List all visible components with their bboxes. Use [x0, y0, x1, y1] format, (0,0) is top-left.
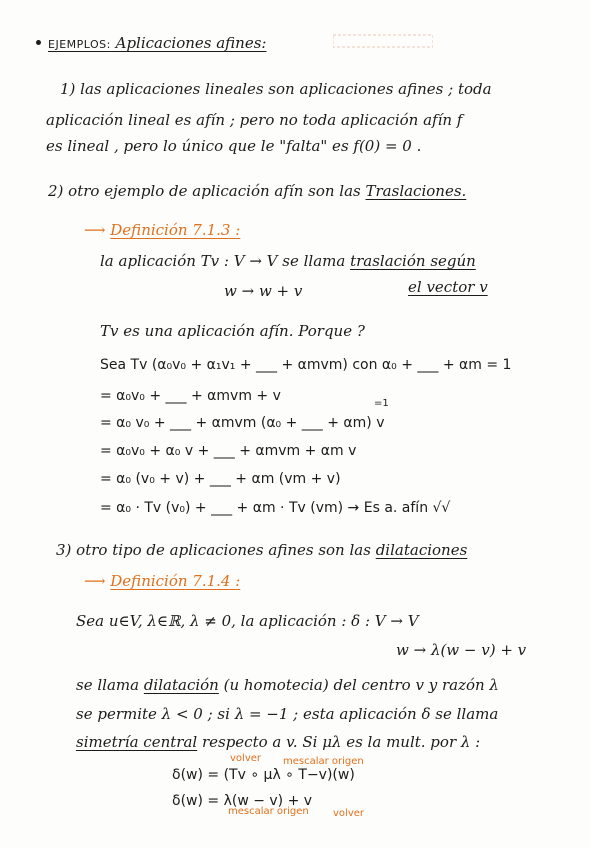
example2-text: 2) otro ejemplo de aplicación afín son las — [48, 182, 366, 200]
def714-line5b: respecto a v. Si μλ es la mult. por λ : — [197, 733, 481, 751]
arrow-right-icon: ⟶ — [84, 572, 111, 590]
bullet-icon — [36, 40, 41, 45]
example2-line — [48, 182, 466, 200]
example1-line3: es lineal , pero lo único que le "falta" es f(0) = 0 . — [46, 137, 422, 155]
def714-line3 — [76, 676, 499, 694]
def714-term2: simetría central — [76, 733, 198, 751]
label-volver-bottom: volver — [333, 808, 364, 819]
def713-step-5: = α₀ (v₀ + v) + ___ + αm (vm + v) — [100, 471, 341, 487]
example2-term: Traslaciones. — [365, 182, 467, 200]
def713-term2: el vector v — [408, 278, 488, 296]
def714-line4: se permite λ < 0 ; si λ = −1 ; esta aplicación δ se llama — [76, 705, 499, 723]
def714-map: w → λ(w − v) + v — [396, 641, 527, 659]
faded-stamp-icon — [333, 34, 433, 48]
def713-term1: traslación según — [350, 252, 476, 270]
def713-line1-text: la aplicación Tv : V → V se llama — [100, 252, 351, 270]
def713-header — [84, 221, 240, 239]
def713-step-3: = α₀ v₀ + ___ + αmvm (α₀ + ___ + αm) v — [100, 415, 385, 431]
heading-prefix: EJEMPLOS: — [48, 38, 111, 51]
def714-line1: Sea u∈V, λ∈ℝ, λ ≠ 0, la aplicación : δ : V → V — [76, 612, 419, 630]
def713-step-1: Sea Tv (α₀v₀ + α₁v₁ + ___ + αmvm) con α₀ + ___ + αm = 1 — [100, 357, 512, 373]
example1-line1: 1) las aplicaciones lineales son aplicaciones afines ; toda — [60, 80, 492, 98]
def714-line3b: (u homotecia) del centro v y razón λ — [218, 676, 499, 694]
def713-step-2: = α₀v₀ + ___ + αmvm + v — [100, 388, 281, 404]
def714-formula1: δ(w) = (Tv ∘ μλ ∘ T−v)(w) — [172, 767, 355, 783]
def714-line3a: se llama — [76, 676, 144, 694]
heading-title: Aplicaciones afines: — [110, 34, 267, 52]
def713-step-6: = α₀ · Tv (v₀) + ___ + αm · Tv (vm) → Es a. afín √√ — [100, 500, 451, 516]
example3-text: 3) otro tipo de aplicaciones afines son las — [56, 541, 376, 559]
example3-line — [56, 541, 467, 559]
def714-formula2: δ(w) = λ(w − v) + v — [172, 793, 313, 809]
example1-line2: aplicación lineal es afín ; pero no toda aplicación afín f — [46, 111, 463, 129]
def713-title: Definición 7.1.3 : — [110, 221, 241, 239]
label-volver-top: volver — [230, 753, 261, 764]
def713-step-4: = α₀v₀ + α₀ v + ___ + αmvm + αm v — [100, 443, 357, 459]
label-escalar-bottom: mescalar origen — [228, 806, 309, 817]
def714-line5 — [76, 733, 480, 751]
def713-superscript: =1 — [374, 398, 389, 409]
def713-line1 — [100, 252, 476, 270]
def714-title: Definición 7.1.4 : — [110, 572, 241, 590]
example3-term: dilataciones — [375, 541, 468, 559]
def714-term1: dilatación — [143, 676, 219, 694]
def714-header — [84, 572, 240, 590]
def713-question: Tv es una aplicación afín. Porque ? — [100, 322, 365, 340]
def713-map: w → w + v — [224, 282, 303, 300]
heading — [48, 34, 266, 54]
label-escalar-top: mescalar origen — [283, 756, 364, 767]
arrow-right-icon: ⟶ — [84, 221, 111, 239]
